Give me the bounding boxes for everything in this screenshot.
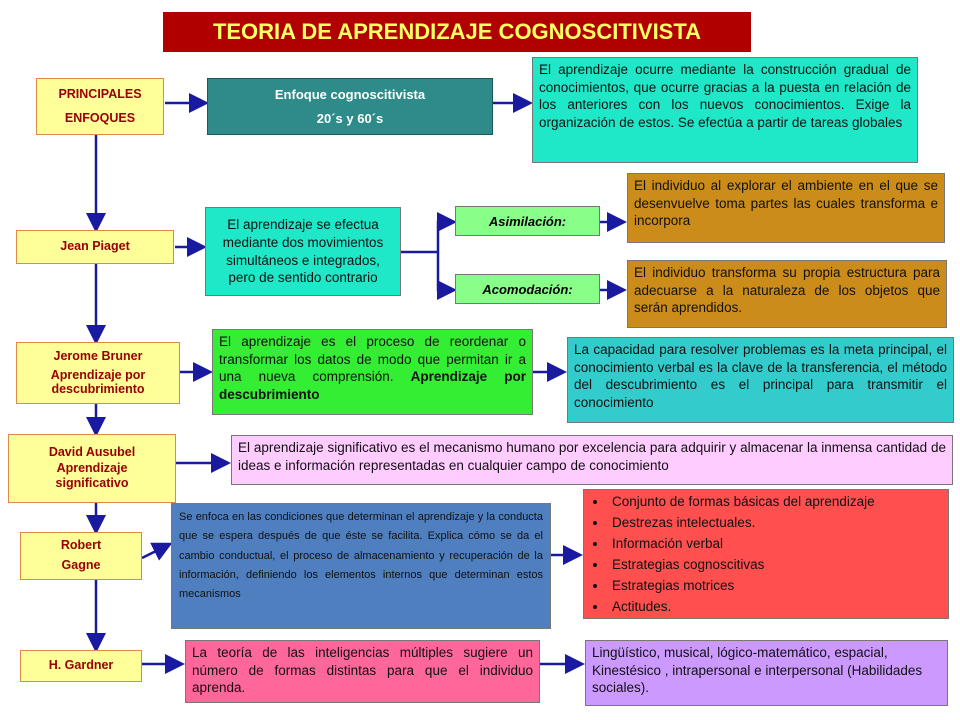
gagne-item-list — [584, 492, 948, 618]
list-item: • Estrategias motrices — [608, 576, 948, 597]
node-enfoque-cognoscitivista — [207, 78, 493, 135]
node-label: Aprendizaje por — [50, 368, 146, 383]
node-ausubel-desc: El aprendizaje significativo es el mecanismo humano por excelencia para adquirir y almacenar la inmensa cantidad de ideas e información representadas en cualquier campo de conocimiento — [231, 435, 953, 485]
list-item: • Conjunto de formas básicas del aprendizaje — [608, 492, 948, 513]
page-title: TEORIA DE APRENDIZAJE COGNOSCITIVISTA — [163, 12, 751, 52]
node-gardner-text: La teoría de las inteligencias múltiples sugiere un número de formas distintas para que el individuo aprenda. — [185, 640, 540, 703]
node-asimilacion-desc: El individuo al explorar el ambiente en el que se desenvuelve toma partes las cuales transforma e incorpora — [627, 173, 945, 243]
node-jerome-bruner — [16, 342, 180, 404]
node-label: Gagne — [61, 558, 101, 572]
node-gardner-desc: Lingüístico, musical, lógico-matemático, espacial, Kinestésico , intrapersonal e interpersonal (Habilidades sociales). — [585, 640, 948, 706]
node-label: ENFOQUES — [64, 110, 136, 125]
node-label: H. Gardner — [48, 658, 114, 673]
node-label: descubrimiento — [51, 381, 145, 396]
arrow-gagne-text — [142, 545, 168, 558]
node-label: Jean Piaget — [60, 239, 130, 254]
node-label: Enfoque cognoscitivista — [274, 87, 426, 103]
node-label: David Ausubel — [48, 445, 136, 460]
list-item: • Estrategias cognoscitivas — [608, 555, 948, 576]
node-label: Aprendizaje — [56, 460, 128, 475]
node-robert-gagne — [20, 532, 142, 580]
node-jean-piaget — [16, 230, 174, 264]
node-gagne-items — [583, 489, 949, 619]
node-principales-enfoques — [36, 78, 164, 135]
node-label: Jerome Bruner — [53, 349, 143, 364]
list-item: • Destrezas intelectuales. — [608, 513, 948, 534]
node-text: El aprendizaje es el proceso de reordenar o transformar los datos de modo que permitan ir a una nueva comprensión. — [219, 334, 526, 385]
node-h-gardner — [20, 650, 142, 682]
node-label: Robert — [60, 538, 102, 553]
node-label: 20´s y 60´s — [316, 110, 384, 126]
node-acomodacion-desc: El individuo transforma su propia estructura para adecuarse a la naturaleza de los objetos que serán aprendidos. — [627, 260, 947, 328]
node-label: significativo — [55, 476, 129, 491]
node-piaget-text — [205, 207, 401, 296]
node-acomodacion: Acomodación: — [455, 274, 600, 304]
node-text-bold: Aprendizaje por descubrimiento — [219, 369, 526, 402]
node-david-ausubel — [8, 434, 176, 503]
node-bruner-text — [212, 329, 533, 415]
list-item: • Actitudes. — [608, 597, 948, 618]
node-label: PRINCIPALES — [58, 86, 142, 101]
arrow-to-asimilacion — [438, 222, 452, 252]
node-bruner-desc: La capacidad para resolver problemas es la meta principal, el conocimiento verbal es la clave de la transferencia, el método del descubrimiento es el principal para transmitir el conocimiento — [567, 337, 954, 423]
node-gagne-text: Se enfoca en las condiciones que determinan el aprendizaje y la conducta que se espera después de que éste se facilita. Explica cómo se da el cambio conductual, el proceso de almacenamiento y recuperación de la información, definiendo los elementos internos que determinan estos mecanismos — [171, 503, 551, 629]
node-text: El aprendizaje se efectua mediante dos movimientos simultáneos e integrados, pero de sentido contrario — [222, 217, 384, 286]
list-item: • Información verbal — [608, 534, 948, 555]
node-enfoque-description: El aprendizaje ocurre mediante la construcción gradual de conocimientos, que ocurre gracias a la puesta en relación de los anteriores con los nuevos conocimientos. Exige la organización de estos. Se efectúa a partir de tareas globales — [532, 57, 918, 163]
node-asimilacion: Asimilación: — [455, 206, 600, 236]
arrow-to-acomodacion — [438, 252, 452, 290]
